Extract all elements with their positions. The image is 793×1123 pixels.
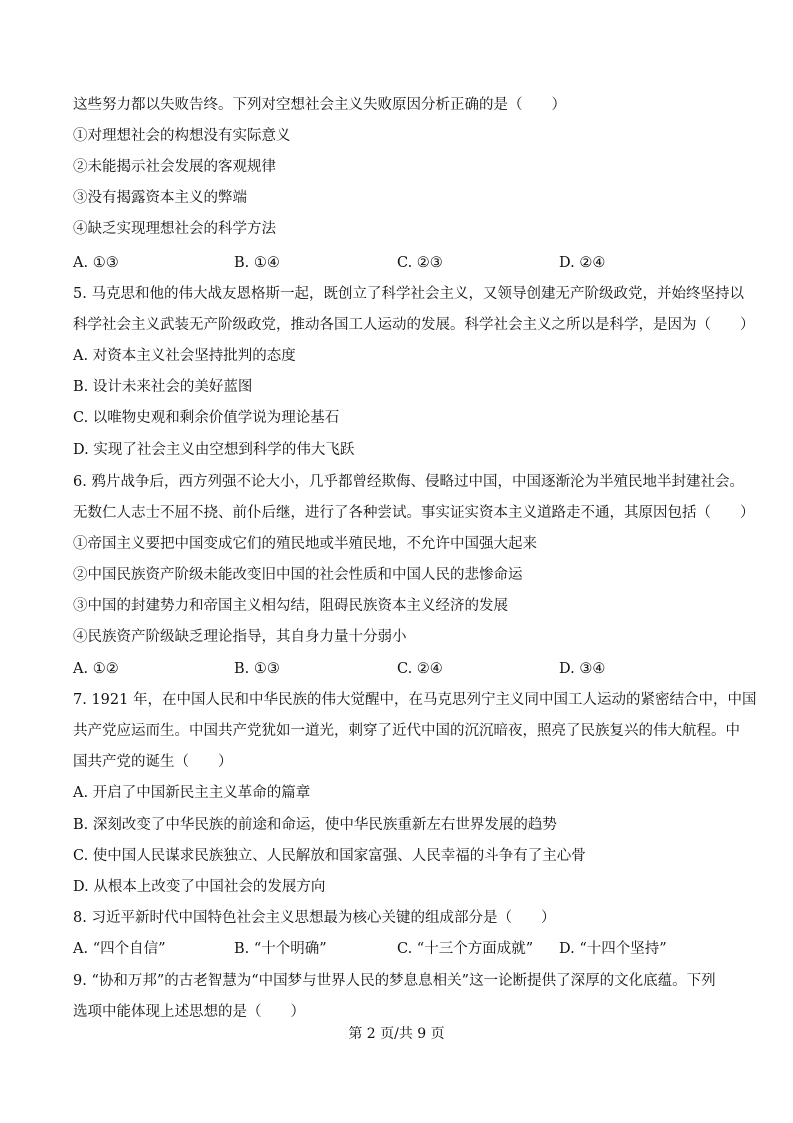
page-footer: 第 2 页/共 9 页 bbox=[348, 1026, 445, 1042]
q4-option-c: C. ②③ bbox=[397, 255, 443, 271]
q4-item-4: ④缺乏实现理想社会的科学方法 bbox=[73, 221, 276, 237]
q9-stem-line-2: 选项中能体现上述思想的是（ ） bbox=[73, 1004, 305, 1020]
q4-item-2: ②未能揭示社会发展的客观规律 bbox=[73, 159, 276, 175]
q5-option-a: A. 对资本主义社会坚持批判的态度 bbox=[73, 348, 296, 364]
intro-line: 这些努力都以失败告终。下列对空想社会主义失败原因分析正确的是（ ） bbox=[73, 97, 566, 113]
q4-item-3: ③没有揭露资本主义的弊端 bbox=[73, 190, 247, 206]
q4-item-1: ①对理想社会的构想没有实际意义 bbox=[73, 128, 291, 144]
q7-stem-line-3: 国共产党的诞生（ ） bbox=[73, 754, 233, 770]
q5-stem-line-2: 科学社会主义武装无产阶级政党，推动各国工人运动的发展。科学社会主义之所以是科学，是因为（ ） bbox=[73, 317, 755, 333]
q7-option-c: C. 使中国人民谋求民族独立、人民解放和国家富强、人民幸福的斗争有了主心骨 bbox=[73, 848, 586, 864]
q5-option-d: D. 实现了社会主义由空想到科学的伟大飞跃 bbox=[73, 442, 355, 458]
q6-option-b: B. ①③ bbox=[234, 661, 280, 677]
q6-stem-line-1: 6. 鸦片战争后，西方列强不论大小，几乎都曾经欺侮、侵略过中国，中国逐渐沦为半殖民地半封建社会。 bbox=[73, 474, 744, 490]
q7-option-d: D. 从根本上改变了中国社会的发展方向 bbox=[73, 879, 326, 895]
q6-option-c: C. ②④ bbox=[397, 661, 443, 677]
q6-item-4: ④民族资产阶级缺乏理论指导，其自身力量十分弱小 bbox=[73, 629, 407, 645]
q9-stem-line-1: 9. “协和万邦”的古老智慧为“中国梦与世界人民的梦息息相关”这一论断提供了深厚的文化底蕴。下列 bbox=[73, 973, 716, 989]
q5-stem-line-1: 5. 马克思和他的伟大战友恩格斯一起，既创立了科学社会主义，又领导创建无产阶级政党，并始终坚持以 bbox=[73, 286, 744, 302]
q6-item-2: ②中国民族资产阶级未能改变旧中国的社会性质和中国人民的悲惨命运 bbox=[73, 567, 523, 583]
q6-option-a: A. ①② bbox=[73, 661, 119, 677]
q8-option-d: D. “十四个坚持” bbox=[559, 941, 667, 957]
q8-stem: 8. 习近平新时代中国特色社会主义思想最为核心关键的组成部分是（ ） bbox=[73, 910, 556, 926]
q7-stem-line-1: 7. 1921 年，在中国人民和中华民族的伟大觉醒中，在马克思列宁主义同中国工人运动的紧密结合中，中国 bbox=[73, 692, 757, 708]
q6-item-1: ①帝国主义要把中国变成它们的殖民地或半殖民地，不允许中国强大起来 bbox=[73, 536, 537, 552]
q7-option-a: A. 开启了中国新民主主义革命的篇章 bbox=[73, 785, 311, 801]
q7-stem-line-2: 共产党应运而生。中国共产党犹如一道光，刺穿了近代中国的沉沉暗夜，照亮了民族复兴的伟大航程。中 bbox=[73, 723, 740, 739]
q8-option-b: B. “十个明确” bbox=[234, 941, 327, 957]
q4-option-d: D. ②④ bbox=[559, 255, 606, 271]
q6-stem-line-2: 无数仁人志士不屈不挠、前仆后继，进行了各种尝试。事实证实资本主义道路走不通，其原因包括（ ） bbox=[73, 505, 755, 521]
q6-option-d: D. ③④ bbox=[559, 661, 606, 677]
q8-option-a: A. “四个自信” bbox=[73, 941, 166, 957]
q5-option-b: B. 设计未来社会的美好蓝图 bbox=[73, 379, 253, 395]
q4-option-b: B. ①④ bbox=[234, 255, 280, 271]
q8-option-c: C. “十三个方面成就” bbox=[397, 941, 534, 957]
q6-item-3: ③中国的封建势力和帝国主义相勾结，阻碍民族资本主义经济的发展 bbox=[73, 598, 508, 614]
q7-option-b: B. 深刻改变了中华民族的前途和命运，使中华民族重新左右世界发展的趋势 bbox=[73, 817, 557, 833]
q4-option-a: A. ①③ bbox=[73, 255, 119, 271]
q5-option-c: C. 以唯物史观和剩余价值学说为理论基石 bbox=[73, 410, 340, 426]
